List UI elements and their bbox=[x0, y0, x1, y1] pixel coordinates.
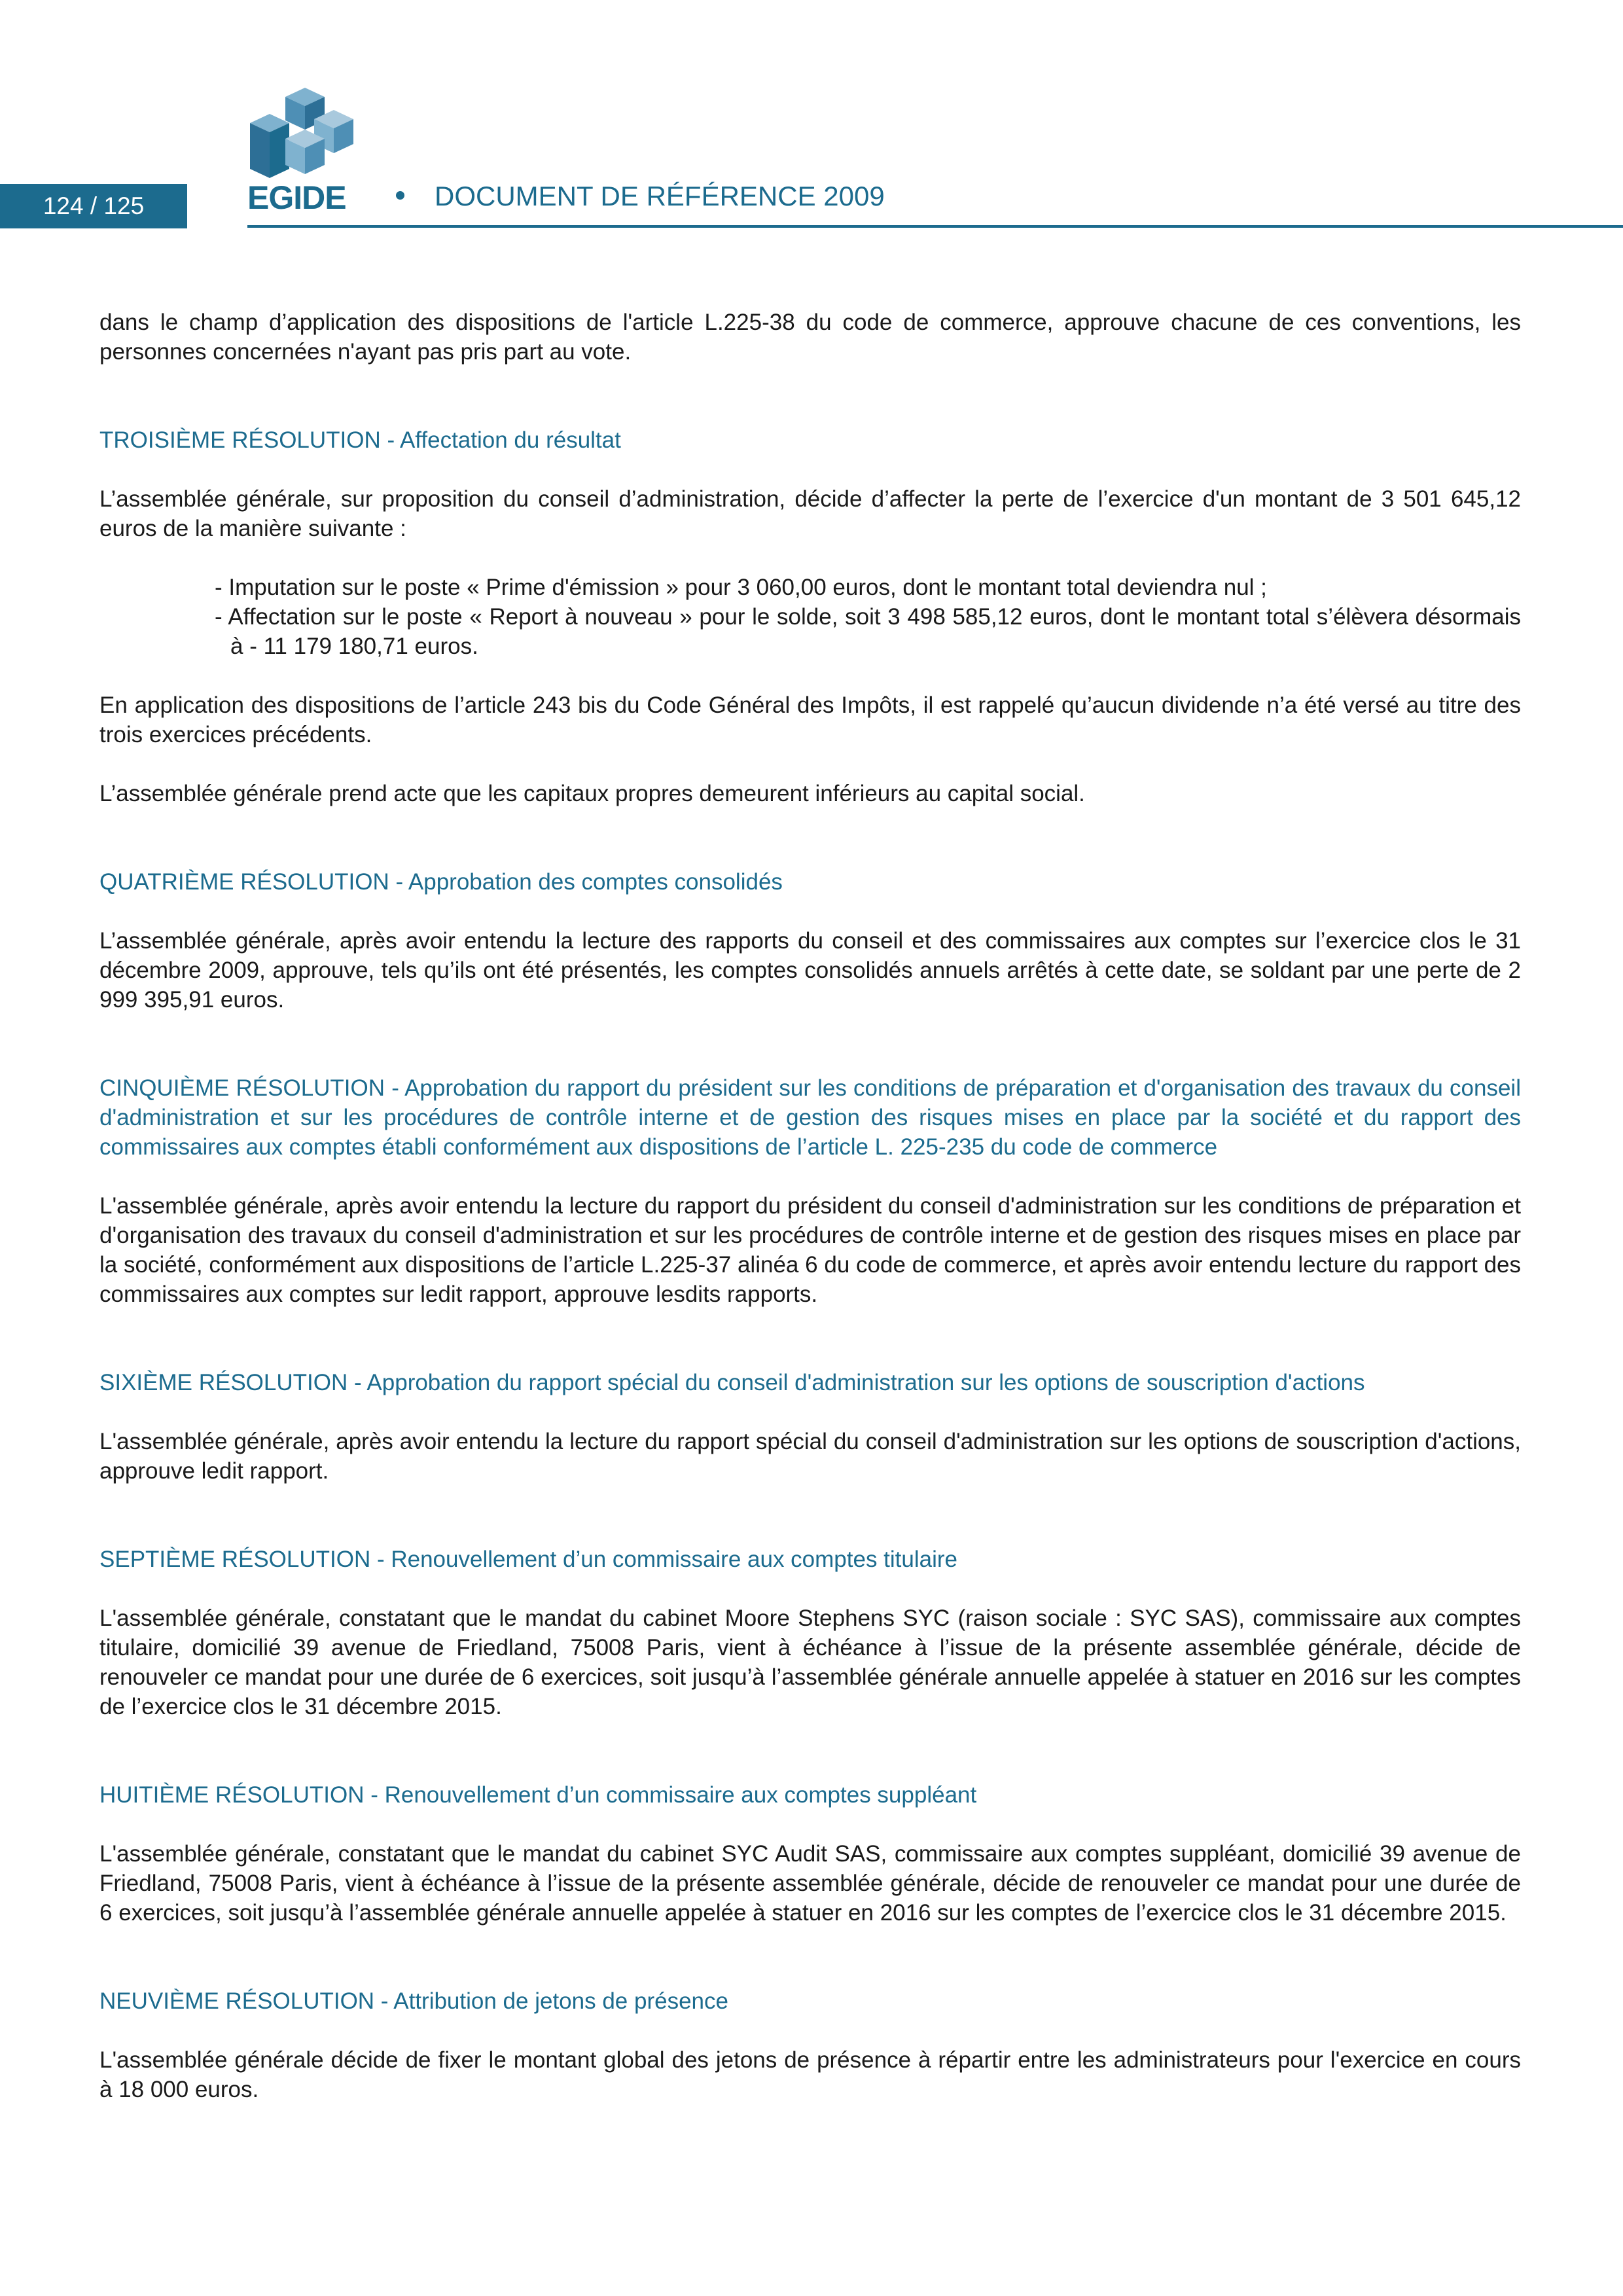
resolution-7-paragraph-1: L'assemblée générale, constatant que le mandat du cabinet Moore Stephens SYC (raison sociale : SYC SAS), commissaire aux comptes titulaire, domicilié 39 avenue de Friedland, 75008 Paris, vient à échéance à l’issue de la présente assemblée générale, décide de renouveler ce mandat pour une durée de 6 exercices, soit jusqu’à l’assemblée générale annuelle appelée à statuer en 2016 sur les comptes de l’exercice clos le 31 décembre 2015. bbox=[99, 1605, 1521, 1719]
document-title: DOCUMENT DE RÉFÉRENCE 2009 bbox=[435, 181, 885, 211]
resolution-5-paragraph-1: L'assemblée générale, après avoir entendu la lecture du rapport du président du conseil d'administration sur les conditions de préparation et d'organisation des travaux du conseil d'administration et sur les procédures de contrôle interne et de gestion des risques mises en place par la société, conformément aux dispositions de l’article L.225-37 alinéa 6 du code de commerce, et après avoir entendu lecture du rapport des commissaires aux comptes sur ledit rapport, approuve lesdits rapports. bbox=[99, 1193, 1521, 1307]
header-divider bbox=[247, 225, 1623, 228]
page-numbers: 124 / 125 bbox=[43, 192, 145, 219]
intro-paragraph: dans le champ d’application des dispositions de l'article L.225-38 du code de commerce, approuve chacune de ces conventions, les personnes concernées n'ayant pas pris part au vote. bbox=[99, 310, 1521, 365]
resolution-3-list-item-2: - Affectation sur le poste « Report à nouveau » pour le solde, soit 3 498 585,12 euros, dont le montant total s’élèvera désormais à - 11 179 180,71 euros. bbox=[215, 604, 1521, 659]
header-bullet-icon bbox=[396, 191, 404, 200]
resolution-3-paragraph-1: L’assemblée générale, sur proposition du conseil d’administration, décide d’affecter la perte de l’exercice d'un montant de 3 501 645,12 euros de la manière suivante : bbox=[99, 486, 1521, 541]
resolution-5-title: CINQUIÈME RÉSOLUTION - Approbation du rapport du président sur les conditions de préparation et d'organisation des travaux du conseil d'administration et sur les procédures de contrôle interne et de gestion des risques mises en place par la société et du rapport des commissaires aux comptes établi conformément aux dispositions de l’article L. 225-235 du code de commerce bbox=[99, 1075, 1521, 1160]
resolution-6-title: SIXIÈME RÉSOLUTION - Approbation du rapport spécial du conseil d'administration sur les options de souscription d'actions bbox=[99, 1370, 1365, 1395]
resolution-4-paragraph-1: L’assemblée générale, après avoir entendu la lecture des rapports du conseil et des commissaires aux comptes sur l’exercice clos le 31 décembre 2009, approuve, tels qu’ils ont été présentés, les comptes consolidés annuels arrêtés à cette date, se soldant par une perte de 2 999 395,91 euros. bbox=[99, 928, 1521, 1013]
resolution-4-title: QUATRIÈME RÉSOLUTION - Approbation des comptes consolidés bbox=[99, 869, 783, 895]
resolution-3-paragraph-2: En application des dispositions de l’article 243 bis du Code Général des Impôts, il est rappelé qu’aucun dividende n’a été versé au titre des trois exercices précédents. bbox=[99, 692, 1521, 747]
resolution-3-title: TROISIÈME RÉSOLUTION - Affectation du résultat bbox=[99, 427, 621, 453]
resolution-8-title: HUITIÈME RÉSOLUTION - Renouvellement d’un commissaire aux comptes suppléant bbox=[99, 1782, 977, 1808]
document-body bbox=[99, 308, 1521, 2104]
resolution-3-list-item-1: - Imputation sur le poste « Prime d'émission » pour 3 060,00 euros, dont le montant total deviendra nul ; bbox=[215, 575, 1267, 600]
resolution-3-list bbox=[99, 573, 1521, 661]
resolution-6-paragraph-1: L'assemblée générale, après avoir entendu la lecture du rapport spécial du conseil d'administration sur les options de souscription d'actions, approuve ledit rapport. bbox=[99, 1429, 1521, 1484]
logo-text: EGIDE bbox=[247, 179, 346, 216]
resolution-7-title: SEPTIÈME RÉSOLUTION - Renouvellement d’un commissaire aux comptes titulaire bbox=[99, 1547, 958, 1572]
resolution-3-paragraph-3: L’assemblée générale prend acte que les capitaux propres demeurent inférieurs au capital social. bbox=[99, 781, 1085, 806]
resolution-8-paragraph-1: L'assemblée générale, constatant que le mandat du cabinet SYC Audit SAS, commissaire aux comptes suppléant, domicilié 39 avenue de Friedland, 75008 Paris, vient à échéance à l’issue de la présente assemblée générale, décide de renouveler ce mandat pour une durée de 6 exercices, soit jusqu’à l’assemblée générale annuelle appelée à statuer en 2016 sur les comptes de l’exercice clos le 31 décembre 2015. bbox=[99, 1841, 1521, 1926]
logo-cube-center bbox=[285, 130, 325, 174]
resolution-9-title: NEUVIÈME RÉSOLUTION - Attribution de jetons de présence bbox=[99, 1988, 728, 2014]
page-number-tab bbox=[0, 184, 187, 228]
resolution-9-paragraph-1: L'assemblée générale décide de fixer le montant global des jetons de présence à répartir entre les administrateurs pour l'exercice en cours à 18 000 euros. bbox=[99, 2047, 1521, 2102]
logo-cube-left bbox=[250, 114, 289, 178]
